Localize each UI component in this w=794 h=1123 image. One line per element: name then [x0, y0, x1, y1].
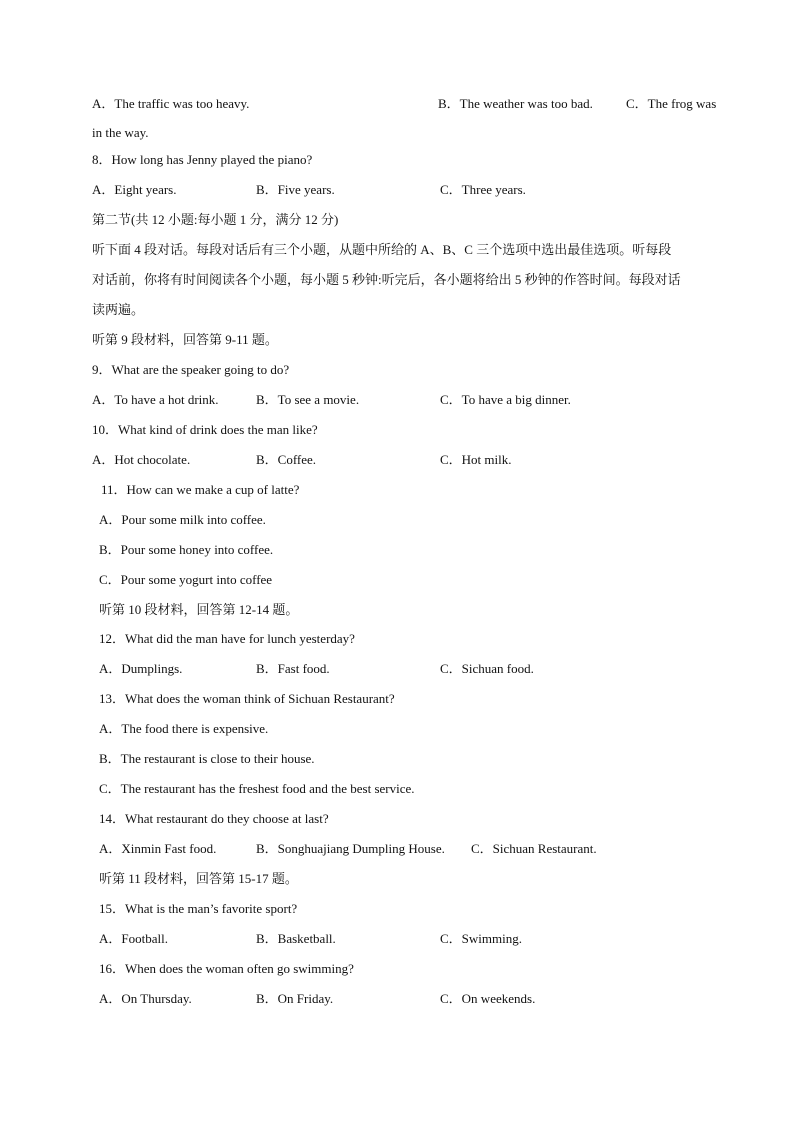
q12-option-c: C．Sichuan food. [440, 661, 534, 676]
q10-option-b: B．Coffee. [256, 452, 317, 467]
q9-question: 9．What are the speaker going to do? [92, 362, 290, 377]
q8-option-a: A．Eight years. [92, 182, 177, 197]
q9-option-b: B．To see a movie. [256, 392, 360, 407]
q15-option-b: B．Basketball. [256, 931, 336, 946]
q10-option-c: C．Hot milk. [440, 452, 512, 467]
q7-option-c: C．The frog was [626, 96, 717, 111]
q10-question: 10．What kind of drink does the man like? [92, 422, 318, 437]
q11-option-a: A．Pour some milk into coffee. [99, 512, 266, 527]
q12-option-b: B．Fast food. [256, 661, 330, 676]
section2-instructions-line3: 读两遍。 [92, 302, 145, 317]
q11-option-b: B．Pour some honey into coffee. [99, 542, 274, 557]
q16-option-a: A．On Thursday. [99, 991, 192, 1006]
q14-option-c: C．Sichuan Restaurant. [471, 841, 597, 856]
q15-option-c: C．Swimming. [440, 931, 522, 946]
q13-option-c: C．The restaurant has the freshest food and the best service. [99, 781, 415, 796]
q11-option-c: C．Pour some yogurt into coffee [99, 572, 273, 587]
q15-question: 15．What is the man’s favorite sport? [99, 901, 298, 916]
q9-option-c: C．To have a big dinner. [440, 392, 571, 407]
q8-question: 8．How long has Jenny played the piano? [92, 152, 313, 167]
q8-option-c: C．Three years. [440, 182, 526, 197]
q7-option-a: A．The traffic was too heavy. [92, 96, 250, 111]
passage10-heading: 听第 10 段材料，回答第 12-14 题。 [99, 602, 299, 617]
q15-option-a: A．Football. [99, 931, 168, 946]
q10-option-a: A．Hot chocolate. [92, 452, 191, 467]
q13-option-b: B．The restaurant is close to their house. [99, 751, 315, 766]
q13-option-a: A．The food there is expensive. [99, 721, 269, 736]
section2-instructions-line2: 对话前，你将有时间阅读各个小题，每小题 5 秒钟:听完后，各小题将给出 5 秒钟的作答时间。每段对话 [92, 272, 681, 287]
q14-question: 14．What restaurant do they choose at last? [99, 811, 329, 826]
q14-option-b: B．Songhuajiang Dumpling House. [256, 841, 445, 856]
q14-option-a: A．Xinmin Fast food. [99, 841, 217, 856]
section2-title: 第二节(共 12 小题:每小题 1 分，满分 12 分) [92, 212, 339, 227]
q9-option-a: A．To have a hot drink. [92, 392, 219, 407]
passage9-heading: 听第 9 段材料，回答第 9-11 题。 [92, 332, 278, 347]
q11-question: 11．How can we make a cup of latte? [101, 482, 300, 497]
passage11-heading: 听第 11 段材料，回答第 15-17 题。 [99, 871, 298, 886]
q12-option-a: A．Dumplings. [99, 661, 183, 676]
q7-option-c-continued: in the way. [92, 125, 149, 140]
q16-option-c: C．On weekends. [440, 991, 536, 1006]
q7-option-b: B．The weather was too bad. [438, 96, 593, 111]
q16-question: 16．When does the woman often go swimming? [99, 961, 354, 976]
q8-option-b: B．Five years. [256, 182, 335, 197]
q16-option-b: B．On Friday. [256, 991, 334, 1006]
section2-instructions-line1: 听下面 4 段对话。每段对话后有三个小题，从题中所给的 A、B、C 三个选项中选出最佳选项。听每段 [92, 242, 672, 257]
q13-question: 13．What does the woman think of Sichuan Restaurant? [99, 691, 395, 706]
q12-question: 12．What did the man have for lunch yesterday? [99, 631, 355, 646]
